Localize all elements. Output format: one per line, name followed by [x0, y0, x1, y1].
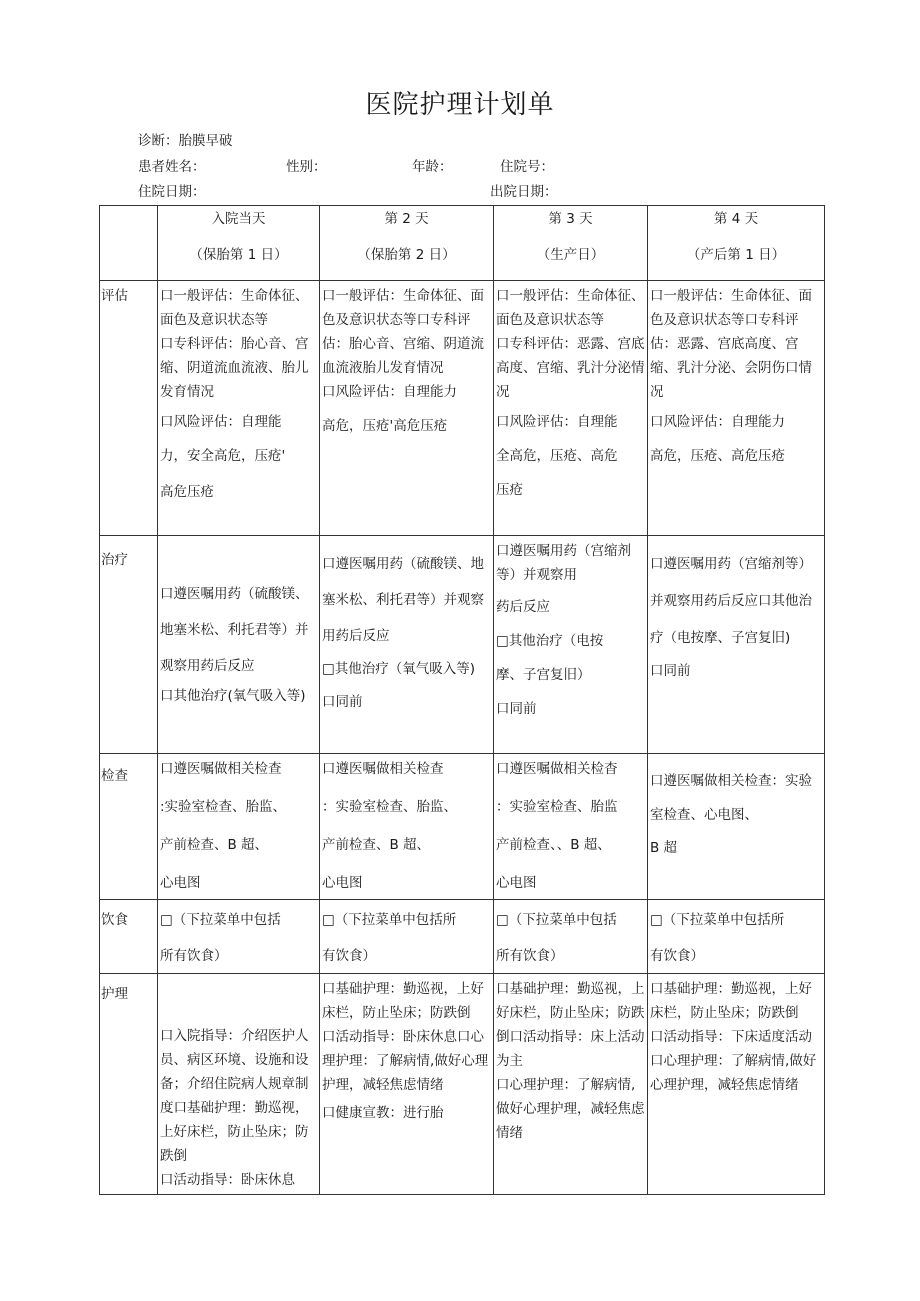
cell-text: 口遵医嘱用药（宫缩剂等）并观察用药后反应口其他治疗（电按摩、子宫复旧): [650, 556, 812, 646]
cell-text: B 超: [650, 840, 678, 856]
column-stage: （保胎第 1 日）: [189, 247, 288, 263]
cell-text: 口其他治疗(氧气吸入等): [160, 688, 306, 704]
cell-text: 心电图: [160, 875, 201, 891]
cell-text: 口风险评估：自理能力: [650, 414, 785, 430]
column-day: 第 4 天: [713, 211, 759, 227]
table-cell: [494, 754, 648, 900]
cell-text: 口同前: [650, 663, 691, 679]
cell-text: 全高危，压疮、高危: [496, 448, 618, 464]
cell-text: 口基础护理：勤巡视，上好床栏，防止坠床；防跌倒口活动指导：床上活动为主: [496, 981, 645, 1069]
cell-text: 所有饮食）: [160, 948, 228, 964]
cell-text: 口同前: [496, 701, 537, 717]
column-day: 第 2 天: [384, 211, 429, 227]
cell-text: □（下拉菜单中包括: [160, 912, 281, 928]
cell-text: 口风险评估：自理能: [160, 414, 282, 430]
column-header: [494, 206, 648, 281]
cell-text: 口遵医嘱做相关检查: [160, 761, 282, 777]
table-cell: [158, 536, 320, 754]
table-cell: [320, 536, 494, 754]
cell-text: 口专科评估：胎心音、宫缩、阴道流血流液、胎儿发育情况: [160, 336, 309, 400]
page-title: 医院护理计划单: [365, 90, 555, 120]
cell-text: 口遵医嘱做相关检查: [322, 761, 444, 777]
cell-text: 摩、子宫复旧）: [496, 667, 591, 683]
cell-text: 产前检查、B 超、: [160, 837, 269, 853]
cell-text: 口健康宣教：进行胎: [322, 1105, 444, 1121]
table-cell: [648, 974, 825, 1195]
table-cell: [494, 900, 648, 974]
row-label: 护理: [100, 974, 158, 1195]
row-label: 饮食: [100, 900, 158, 974]
care-plan-table: [99, 205, 825, 1195]
table-cell: [158, 754, 320, 900]
hospital-number-label: 住院号：: [500, 159, 554, 175]
cell-text: 药后反应: [496, 599, 550, 615]
cell-text: 力，安全高危，压疮': [160, 448, 286, 464]
cell-text: 口遵医嘱用药（硫酸镁、地塞米松、利托君等）并观察用药后反应: [160, 586, 309, 674]
cell-text: 口遵医嘱做相关检杳: [496, 761, 618, 777]
table-cell: [320, 754, 494, 900]
cell-text: 口专科评估：恶露、宫底高度、宫缩、乳汁分泌情况: [496, 336, 645, 400]
row-label: 评估: [100, 281, 158, 536]
table-cell: [158, 281, 320, 536]
table-row: [100, 900, 825, 974]
cell-text: 口活动指导：下床适度活动: [650, 1029, 812, 1045]
cell-text: 口遵医嘱用药（宫缩剂等）并观察用: [496, 543, 631, 583]
cell-text: 高危，压疮'高危压疮: [322, 418, 448, 434]
cell-text: 口一般评估：生命体征、面色及意识状态等: [160, 288, 309, 328]
age-label: 年龄：: [412, 159, 453, 175]
corner-cell: [100, 206, 158, 281]
cell-text: 高危压疮: [160, 484, 214, 500]
cell-text: 口活动指导：卧床休息口心理护理：了解病情,做好心理护理，减轻焦虑情绪: [322, 1029, 489, 1093]
column-header: [158, 206, 320, 281]
row-label: 治疗: [100, 536, 158, 754]
gender-label: 性别：: [286, 159, 327, 175]
table-cell: [648, 536, 825, 754]
column-day: 入院当天: [211, 211, 266, 227]
table-cell: [494, 281, 648, 536]
table-cell: [494, 536, 648, 754]
table-cell: [648, 754, 825, 900]
cell-text: 口一般评估：生命体征、面色及意识状态等口专科评估：胎心音、宫缩、阴道流血流液胎儿发育情况: [322, 288, 484, 376]
discharge-date-label: 出院日期：: [490, 184, 558, 200]
cell-text: 口一般评估：生命体征、面色及意识状态等: [496, 288, 645, 328]
table-cell: [320, 281, 494, 536]
column-stage: （保胎第 2 日）: [357, 247, 456, 263]
table-cell: [494, 974, 648, 1195]
table-row: [100, 974, 825, 1195]
table-cell: [158, 900, 320, 974]
cell-text: □（下拉菜单中包括所: [650, 912, 785, 928]
table-row: [100, 281, 825, 536]
patient-name-label: 患者姓名：: [138, 159, 206, 175]
cell-text: 口活动指导：卧床休息: [160, 1172, 295, 1188]
cell-text: 口基础护理：勤巡视，上好床栏，防止坠床；防跌倒: [650, 981, 812, 1021]
cell-text: □（下拉菜单中包括所: [322, 912, 457, 928]
cell-text: 所有饮食）: [496, 948, 564, 964]
cell-text: 口同前: [322, 694, 363, 710]
cell-text: 口入院指导：介绍医护人员、病区环境、设施和设备；介绍住院病人规章制度口基础护理：勤巡视，上好床栏，防止坠床；防跌倒: [160, 1028, 309, 1164]
table-row: [100, 536, 825, 754]
cell-text: ：实验室检查、胎监: [496, 799, 618, 815]
cell-text: □其他治疗（氧气吸入等): [322, 661, 476, 677]
cell-text: 口基础护理：勤巡视，上好床栏，防止坠床；防跌倒: [322, 981, 484, 1021]
cell-text: :实验室检查、胎监、: [160, 799, 287, 815]
cell-text: 口遵医嘱做相关检查：实验室检查、心电图、: [650, 773, 812, 823]
cell-text: 有饮食）: [650, 948, 704, 964]
cell-text: 心电图: [322, 875, 363, 891]
table-cell: [320, 900, 494, 974]
table-cell: [648, 900, 825, 974]
cell-text: □其他治疗（电按: [496, 633, 604, 649]
cell-text: 产前检查、、B 超、: [496, 837, 611, 853]
table-cell: [320, 974, 494, 1195]
column-stage: （产后第 1 日）: [686, 247, 786, 263]
table-cell: [158, 974, 320, 1195]
column-day: 第 3 天: [548, 211, 593, 227]
column-header: [320, 206, 494, 281]
cell-text: 口遵医嘱用药（硫酸镁、地塞米松、利托君等）并观察用药后反应: [322, 556, 484, 644]
diagnosis: 诊断：胎膜早破: [138, 133, 233, 149]
cell-text: 有饮食）: [322, 948, 376, 964]
cell-text: □（下拉菜单中包括: [496, 912, 617, 928]
cell-text: 口风险评估：自理能: [496, 414, 618, 430]
row-label: 检查: [100, 754, 158, 900]
cell-text: 心电图: [496, 875, 537, 891]
cell-text: 口一般评估：生命体征、面色及意识状态等口专科评估：恶露、宫底高度、宫缩、乳汁分泌、会阴伤口情况: [650, 288, 812, 400]
cell-text: 压疮: [496, 482, 523, 498]
cell-text: 口心理护理：了解病情,做好心理护理，减轻焦虑情绪: [496, 1077, 645, 1141]
cell-text: 产前检查、B 超、: [322, 837, 431, 853]
cell-text: 高危，压疮、高危压疮: [650, 448, 785, 464]
column-stage: （生产日）: [536, 247, 605, 263]
column-header: [648, 206, 825, 281]
cell-text: ：实验室检查、胎监、: [322, 799, 457, 815]
table-row: [100, 754, 825, 900]
admission-date-label: 住院日期：: [138, 184, 206, 200]
cell-text: 口心理护理：了解病情,做好心理护理，减轻焦虑情绪: [650, 1053, 817, 1093]
cell-text: 口风险评估：自理能力: [322, 384, 457, 400]
header-row: [100, 206, 825, 281]
table-cell: [648, 281, 825, 536]
